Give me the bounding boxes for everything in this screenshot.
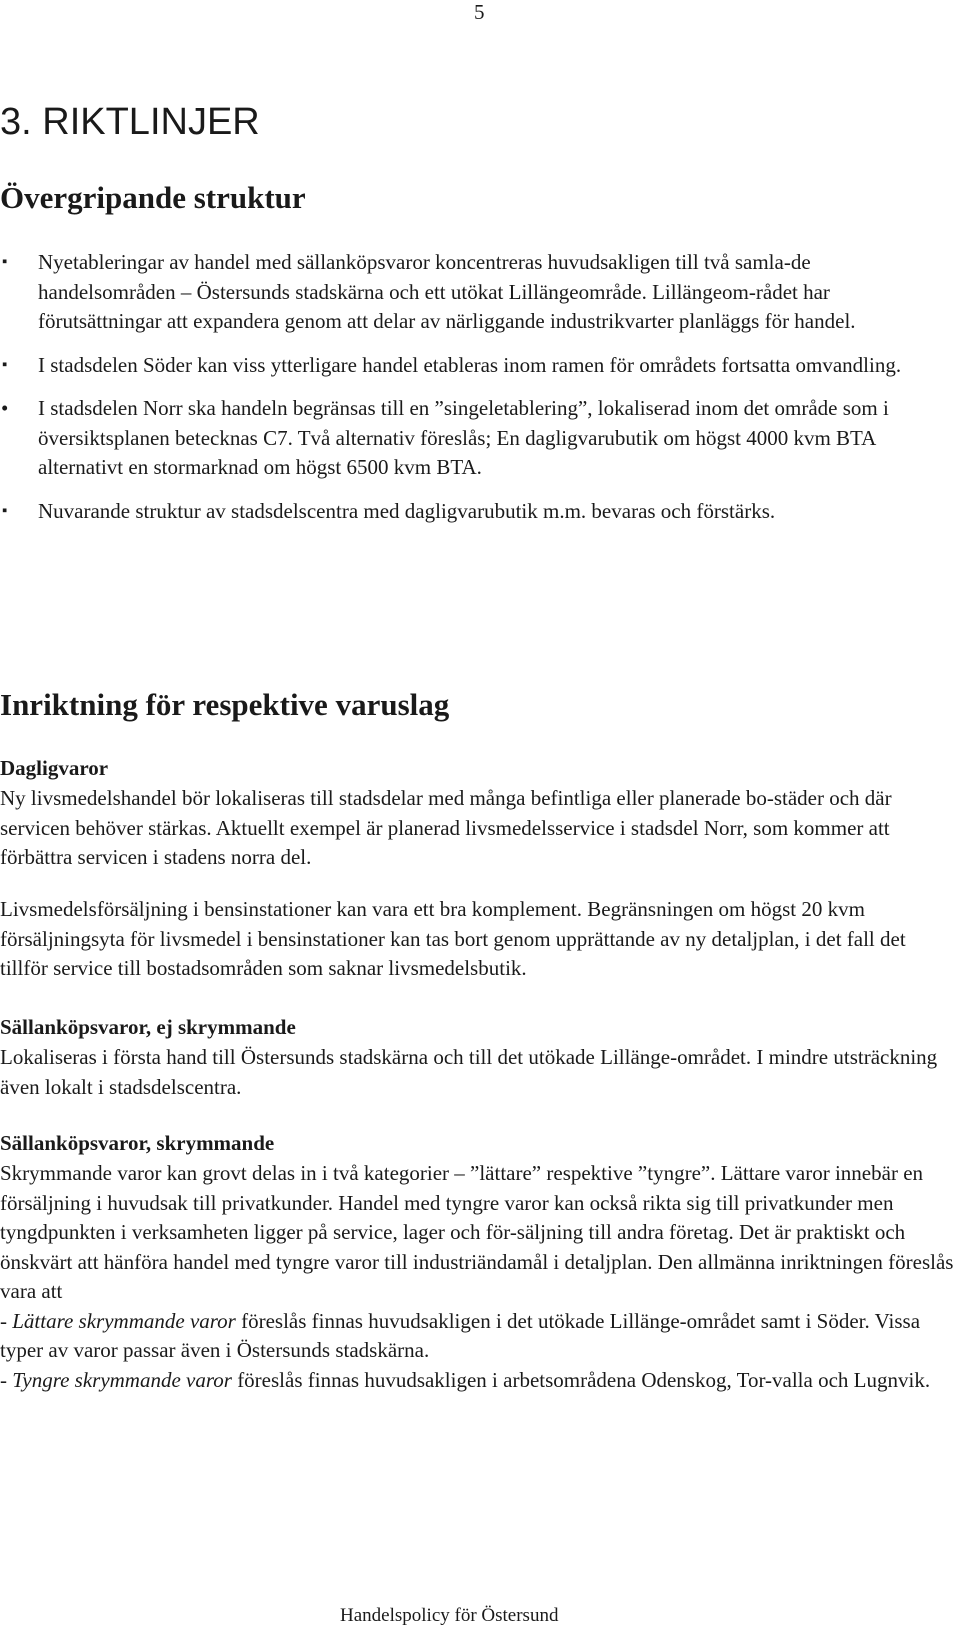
subheading-dagligvaror: Dagligvaror: [0, 756, 109, 780]
subheading-ej-skrymmande: Sällanköpsvaror, ej skrymmande: [0, 1015, 296, 1039]
item-text: föreslås finnas huvudsakligen i arbetsområdena Odenskog, Tor-valla och Lugnvik.: [231, 1367, 931, 1392]
subheading-skrymmande: Sällanköpsvaror, skrymmande: [0, 1131, 275, 1155]
bullet-list: [0, 248, 952, 540]
list-item-text: I stadsdelen Norr ska handeln begränsas till en ”singeletablering”, lokaliserad inom det område som i översiktsplanen betecknas C7. Två alternativ föreslås; En dagligvarubutik om högst 4000 kvm BTA alternativt en stormarknad om högst 6500 kvm BTA.: [38, 396, 889, 479]
list-item: [0, 248, 952, 337]
item-prefix: -: [0, 1367, 13, 1392]
paragraph-ej-skrymmande: Lokaliseras i första hand till Östersunds stadskärna och till det utökade Lillänge-området. I mindre utsträckning även lokalt i stadsdelscentra.: [0, 1045, 938, 1099]
page-footer: Handelspolicy för Östersund: [340, 1605, 559, 1626]
list-item: [0, 497, 952, 527]
list-item: [0, 394, 952, 483]
page-number: 5: [474, 0, 485, 24]
item-prefix: -: [0, 1308, 13, 1333]
paragraph-dagligvaror-2: Livsmedelsförsäljning i bensinstationer kan vara ett bra komplement. Begränsningen om högst 20 kvm försäljningsyta för livsmedel i bensinstationer kan tas bort genom upprättande av ny detaljplan, i det fall det tillför service till bostadsområden som saknar livsmedelsbutik.: [0, 897, 906, 980]
square-bullet-icon: ▪: [2, 502, 8, 519]
list-item: [0, 351, 952, 381]
chapter-title: 3. RIKTLINJER: [0, 101, 260, 143]
item-text: föreslås finnas huvudsakligen i det utökade Lillänge-området samt i Söder. Vissa typer av varor passar även i Östersunds stadskärna.: [0, 1308, 921, 1362]
list-item-text: I stadsdelen Söder kan viss ytterligare handel etableras inom ramen för områdets fortsatta omvandling.: [38, 352, 902, 377]
list-item-text: Nyetableringar av handel med sällanköpsvaror koncentreras huvudsakligen till två samla-de handelsområden – Östersunds stadskärna och ett utökat Lillängeområde. Lillängeom-rådet har förutsättningar att expandera genom att delar av närliggande industrikvarter planläggs för handel.: [38, 250, 856, 333]
square-bullet-icon: ▪: [2, 356, 8, 373]
paragraph-skrymmande-text: Skrymmande varor kan grovt delas in i två kategorier – ”lättare” respektive ”tyngre”. Lättare varor innebär en försäljning i huvudsak till privatkunder. Handel med tyngre varor kan också rikta sig till privatkunder men tyngdpunkten i verksamheten ligger på service, lager och för-säljning till andra företag. Det är praktiskt och önskvärt att hänföra handel med tyngre varor till industriändamål i detaljplan. Den allmänna inriktningen föreslås vara att: [0, 1161, 954, 1303]
square-bullet-icon: ▪: [2, 254, 8, 270]
section-heading-overgripande: Övergripande struktur: [0, 180, 306, 215]
term-tyngre: Tyngre skrymmande varor: [12, 1367, 232, 1392]
term-lattare: Lättare skrymmande varor: [12, 1308, 236, 1333]
dot-bullet-icon: •: [1, 396, 9, 420]
paragraph-dagligvaror-1: Ny livsmedelshandel bör lokaliseras till stadsdelar med många befintliga eller planerade bo-städer och där servicen behöver stärkas. Aktuellt exempel är planerad livsmedelsservice i stadsdel Norr, som kommer att förbättra servicen i stadens norra del.: [0, 786, 892, 869]
list-item-text: Nuvarande struktur av stadsdelscentra med dagligvarubutik m.m. bevaras och förstärks.: [38, 498, 776, 523]
paragraph-skrymmande: [0, 1159, 958, 1395]
section-heading-inriktning: Inriktning för respektive varuslag: [0, 687, 450, 722]
